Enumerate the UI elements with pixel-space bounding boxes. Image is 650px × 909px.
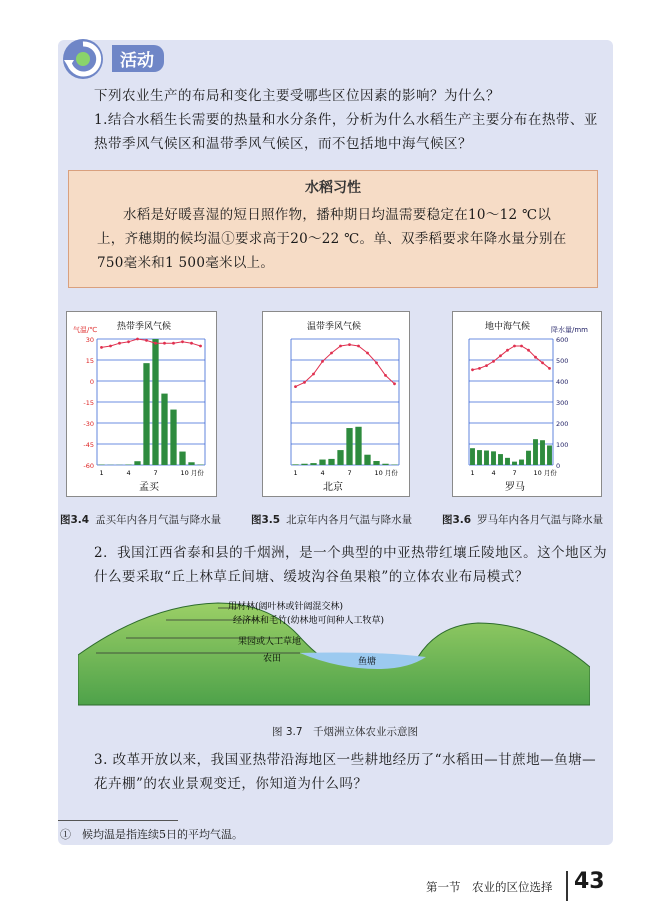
y-tick-label-right: 300 <box>556 399 569 407</box>
temperature-point <box>163 342 166 345</box>
x-tick-label: 7 <box>153 469 158 477</box>
precip-bar <box>505 458 510 465</box>
x-tick-label: 1 <box>99 469 104 477</box>
temperature-point <box>199 345 202 348</box>
precip-bar <box>346 428 352 465</box>
precip-bar <box>152 339 158 465</box>
temperature-line <box>102 339 201 347</box>
label-farmland: 农田 <box>263 654 282 664</box>
y-tick-label: 15 <box>85 357 94 365</box>
temperature-point <box>357 345 360 348</box>
precip-bar <box>498 454 503 465</box>
precip-bar <box>382 464 388 465</box>
plot-area <box>291 339 399 477</box>
temperature-point <box>312 373 315 376</box>
temperature-point <box>384 374 387 377</box>
chart-mumbai-svg <box>67 312 216 496</box>
caption-3-4: 图3.4 孟买年内各月气温与降水量 <box>60 514 222 526</box>
precip-bar <box>491 451 496 465</box>
chart-beijing <box>262 311 410 497</box>
question-1: 1.结合水稻生长需要的热量和水分条件，分析为什么水稻生产主要分布在热带、亚热带季风气候区和温带季风气候区，而不包括地中海气候区？ <box>94 112 598 152</box>
chart-title: 温带季风气候 <box>307 322 362 332</box>
temperature-point <box>478 367 481 370</box>
temperature-point <box>541 361 544 364</box>
precip-bar <box>188 462 194 465</box>
y-tick-label: -45 <box>83 441 94 449</box>
temperature-point <box>375 361 378 364</box>
temperature-point <box>118 342 121 345</box>
temperature-point <box>100 346 103 349</box>
temperature-point <box>499 354 502 357</box>
x-tick-label: 10 月份 <box>180 469 204 477</box>
precip-bar <box>526 451 531 465</box>
chart-rome <box>452 311 602 497</box>
label-timber-forest: 用材林(阔叶林或针阔混交林) <box>228 602 344 612</box>
y-axis-label-right: 降水量/mm <box>551 326 588 334</box>
temperature-line <box>296 345 395 387</box>
label-orchard: 果园或人工草地 <box>238 637 302 647</box>
page-number: 43 <box>574 869 605 894</box>
activity-label: 活动 <box>112 45 164 72</box>
precip-bar <box>143 363 149 465</box>
footnote: ① 候均温是指连续5日的平均气温。 <box>60 828 243 841</box>
precip-bar <box>301 464 307 465</box>
precip-bar <box>364 455 370 465</box>
temperature-point <box>534 356 537 359</box>
place-label: 孟买 <box>139 482 159 493</box>
temperature-point <box>321 360 324 363</box>
x-tick-label: 7 <box>512 469 517 477</box>
note-body: 水稻是好暖喜湿的短日照作物，播种期日均温需要稳定在10～12 ℃以上，齐穗期的候均温①要求高于20～22 ℃。单、双季稻要求年降水量分别在750毫米和1 500毫米以上。 <box>97 207 567 271</box>
temperature-point <box>303 381 306 384</box>
temperature-point <box>548 367 551 370</box>
precip-bar <box>161 394 167 465</box>
temperature-point <box>294 385 297 388</box>
footer-divider <box>566 871 568 901</box>
y-axis-label: 气温/℃ <box>73 326 98 334</box>
temperature-point <box>485 364 488 367</box>
temperature-point <box>366 352 369 355</box>
x-tick-label: 4 <box>126 469 131 477</box>
precip-bar <box>533 439 538 465</box>
temperature-point <box>393 382 396 385</box>
precip-bar <box>470 448 475 465</box>
precip-bar <box>484 451 489 465</box>
precip-bar <box>319 460 325 465</box>
y-tick-label: -15 <box>83 399 94 407</box>
caption-3-6: 图3.6 罗马年内各月气温与降水量 <box>442 514 604 526</box>
x-tick-label: 10 月份 <box>374 469 398 477</box>
precip-bar <box>540 440 545 465</box>
precip-bar <box>519 460 524 465</box>
y-tick-label-right: 600 <box>556 336 569 344</box>
temperature-point <box>506 349 509 352</box>
temperature-point <box>339 345 342 348</box>
caption-3-7: 图 3.7 千烟洲立体农业示意图 <box>272 726 419 738</box>
question-3: 3. 改革开放以来，我国亚热带沿海地区一些耕地经历了“水稻田—甘蔗地—鱼塘—花卉棚”的农业景观变迁，你知道为什么吗？ <box>94 752 597 792</box>
temperature-point <box>348 343 351 346</box>
footnote-divider <box>58 820 178 821</box>
y-tick-label-right: 400 <box>556 378 569 386</box>
plot-area <box>83 336 205 477</box>
x-tick-label: 7 <box>347 469 352 477</box>
precip-bar <box>292 464 298 465</box>
y-tick-label: -60 <box>83 462 94 470</box>
y-tick-label: 0 <box>89 378 94 386</box>
x-tick-label: 4 <box>320 469 325 477</box>
temperature-point <box>145 339 148 342</box>
caption-3-5: 图3.5 北京年内各月气温与降水量 <box>251 514 413 526</box>
precip-bar <box>477 450 482 465</box>
label-economic-forest: 经济林和毛竹(幼林地可间种人工牧草) <box>233 616 385 626</box>
precip-bar <box>170 410 176 465</box>
y-tick-label: 30 <box>85 336 94 344</box>
y-tick-label-right: 200 <box>556 420 569 428</box>
precip-bar <box>134 461 140 465</box>
x-tick-label: 10 月份 <box>533 469 557 477</box>
temperature-point <box>127 340 130 343</box>
note-title: 水稻习性 <box>305 180 361 196</box>
precip-bar <box>547 445 552 465</box>
temperature-point <box>492 360 495 363</box>
temperature-point <box>527 349 530 352</box>
precip-bar <box>179 452 185 465</box>
place-label: 罗马 <box>505 482 525 493</box>
temperature-point <box>172 342 175 345</box>
temperature-point <box>109 345 112 348</box>
x-tick-label: 1 <box>470 469 475 477</box>
chart-title: 热带季风气候 <box>117 322 172 332</box>
precip-bar <box>373 461 379 465</box>
temperature-line <box>473 346 550 370</box>
x-tick-label: 4 <box>491 469 496 477</box>
intro-text: 下列农业生产的布局和变化主要受哪些区位因素的影响？为什么？ <box>94 88 500 104</box>
precip-bar <box>355 427 361 465</box>
y-tick-label: -30 <box>83 420 94 428</box>
footer-section: 第一节 农业的区位选择 <box>426 880 553 894</box>
temperature-point <box>181 340 184 343</box>
precip-bar <box>310 463 316 465</box>
temperature-point <box>190 342 193 345</box>
label-fish-pond: 鱼塘 <box>358 657 377 667</box>
chart-mumbai <box>66 311 217 497</box>
temperature-point <box>136 338 139 341</box>
chart-beijing-svg <box>263 312 409 496</box>
temperature-point <box>471 368 474 371</box>
temperature-point <box>154 342 157 345</box>
chart-title: 地中海气候 <box>485 322 531 332</box>
y-tick-label-right: 500 <box>556 357 569 365</box>
chart-rome-svg <box>453 312 601 496</box>
precip-bar <box>337 450 343 465</box>
plot-area <box>469 336 568 477</box>
activity-icon <box>60 36 106 82</box>
temperature-point <box>513 345 516 348</box>
question-2: 2．我国江西省泰和县的千烟洲，是一个典型的中亚热带红壤丘陵地区。这个地区为什么要采取“丘上林草丘间塘、缓坡沟谷鱼果粮”的立体农业布局模式？ <box>94 545 608 585</box>
x-tick-label: 1 <box>293 469 298 477</box>
temperature-point <box>330 352 333 355</box>
rice-note-box <box>68 170 598 288</box>
y-tick-label-right: 100 <box>556 441 569 449</box>
place-label: 北京 <box>323 482 343 493</box>
precip-bar <box>512 462 517 465</box>
y-tick-label-right: 0 <box>556 462 561 470</box>
temperature-point <box>520 345 523 348</box>
agri-diagram <box>78 595 590 717</box>
precip-bar <box>328 459 334 465</box>
